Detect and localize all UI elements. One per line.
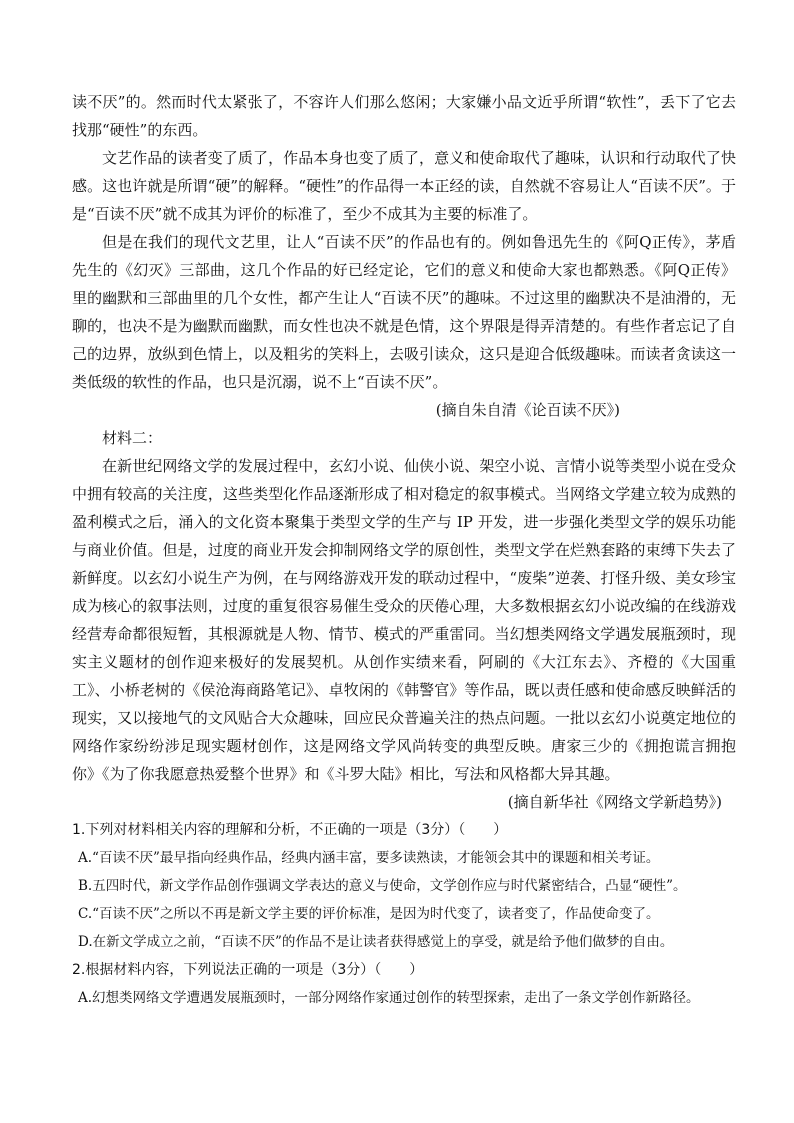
paragraph: 文艺作品的读者变了质了，作品本身也变了质了，意义和使命取代了趣味，认识和行动取代了快感。这也许就是所谓“硬”的解释。“硬性”的作品得一本正经的读，自然就不容易让人“百读不厌”。于是“百读不厌”就不成其为评价的标准了，至少不成其为主要的标准了。 [72,149,736,223]
paragraph: 读不厌”的。然而时代太紧张了，不容许人们那么悠闲；大家嫌小品文近乎所谓“软性”，丢下了它去找那“硬性”的东西。 [72,93,736,139]
question-stem: 1.下列对材料相关内容的理解和分析，不正确的一项是（3分）（ ） [72,822,508,838]
document-page [72,88,736,1012]
option-b[interactable]: B.五四时代，新文学作品创作强调文学表达的意义与使命，文学创作应与时代紧密结合，凸显“硬性”。 [78,878,687,894]
paragraph: 但是在我们的现代文艺里，让人“百读不厌”的作品也有的。例如鲁迅先生的《阿Q正传》，茅盾先生的《幻灭》三部曲，这几个作品的好已经定论，它们的意义和使命大家也都熟悉。《阿Q正传》里的幽默和三部曲里的几个女性，都产生让人“百读不厌”的趣味。不过这里的幽默决不是油滑的，无聊的，也决不是为幽默而幽默，而女性也决不就是色情，这个界限是得弄清楚的。有些作者忘记了自己的边界，放纵到色情上，以及粗劣的笑料上，去吸引读众，这只是迎合低级趣味。而读者贪读这一类低级的软性的作品，也只是沉溺，说不上“百读不厌”。 [72,233,736,391]
option-d[interactable]: D.在新文学成立之前，“百读不厌”的作品不是让读者获得感觉上的享受，就是给予他们做梦的自由。 [78,934,674,950]
paragraph: 在新世纪网络文学的发展过程中，玄幻小说、仙侠小说、架空小说、言情小说等类型小说在受众中拥有较高的关注度，这些类型化作品逐渐形成了相对稳定的叙事模式。当网络文学建立较为成熟的盈利模式之后，涌入的文化资本聚集于类型文学的生产与 IP 开发，进一步强化类型文学的娱乐功能与商业价值。但是，过度的商业开发会抑制网络文学的原创性，类型文学在烂熟套路的束缚下失去了新鲜度。以玄幻小说生产为例，在与网络游戏开发的联动过程中，“废柴”逆袭、打怪升级、美女珍宝成为核心的叙事法则，过度的重复很容易催生受众的厌倦心理，大多数根据玄幻小说改编的在线游戏经营寿命都很短暂，其根源就是人物、情节、模式的严重雷同。当幻想类网络文学遇发展瓶颈时，现实主义题材的创作迎来极好的发展契机。从创作实绩来看，阿刷的《大江东去》、齐橙的《大国重工》、小桥老树的《侯沧海商路笔记》、卓牧闲的《韩警官》等作品，既以责任感和使命感反映鲜活的现实，又以接地气的文风贴合大众趣味，回应民众普遍关注的热点问题。一批以玄幻小说奠定地位的网络作家纷纷涉足现实题材创作，这是网络文学风尚转变的典型反映。唐家三少的《拥抱谎言拥抱你》《为了你我愿意热爱整个世界》和《斗罗大陆》相比，写法和风格都大异其趣。 [72,457,736,783]
option-a[interactable]: A.幻想类网络文学遭遇发展瓶颈时，一部分网络作家通过创作的转型探索，走出了一条文学创作新路径。 [78,990,700,1006]
source-citation: (摘自新华社《网络文学新趋势》) [507,793,722,811]
option-a[interactable]: A.“百读不厌”最早指向经典作品，经典内涵丰富，要多读熟读，才能领会其中的课题和相关考证。 [78,850,660,866]
source-citation: (摘自朱自清《论百读不厌》) [435,401,620,419]
option-c[interactable]: C.“百读不厌”之所以不再是新文学主要的评价标准，是因为时代变了，读者变了，作品使命变了。 [78,906,660,922]
material-heading: 材料二： [102,429,163,447]
question-stem: 2.根据材料内容，下列说法正确的一项是（3分）（ ） [72,962,424,978]
